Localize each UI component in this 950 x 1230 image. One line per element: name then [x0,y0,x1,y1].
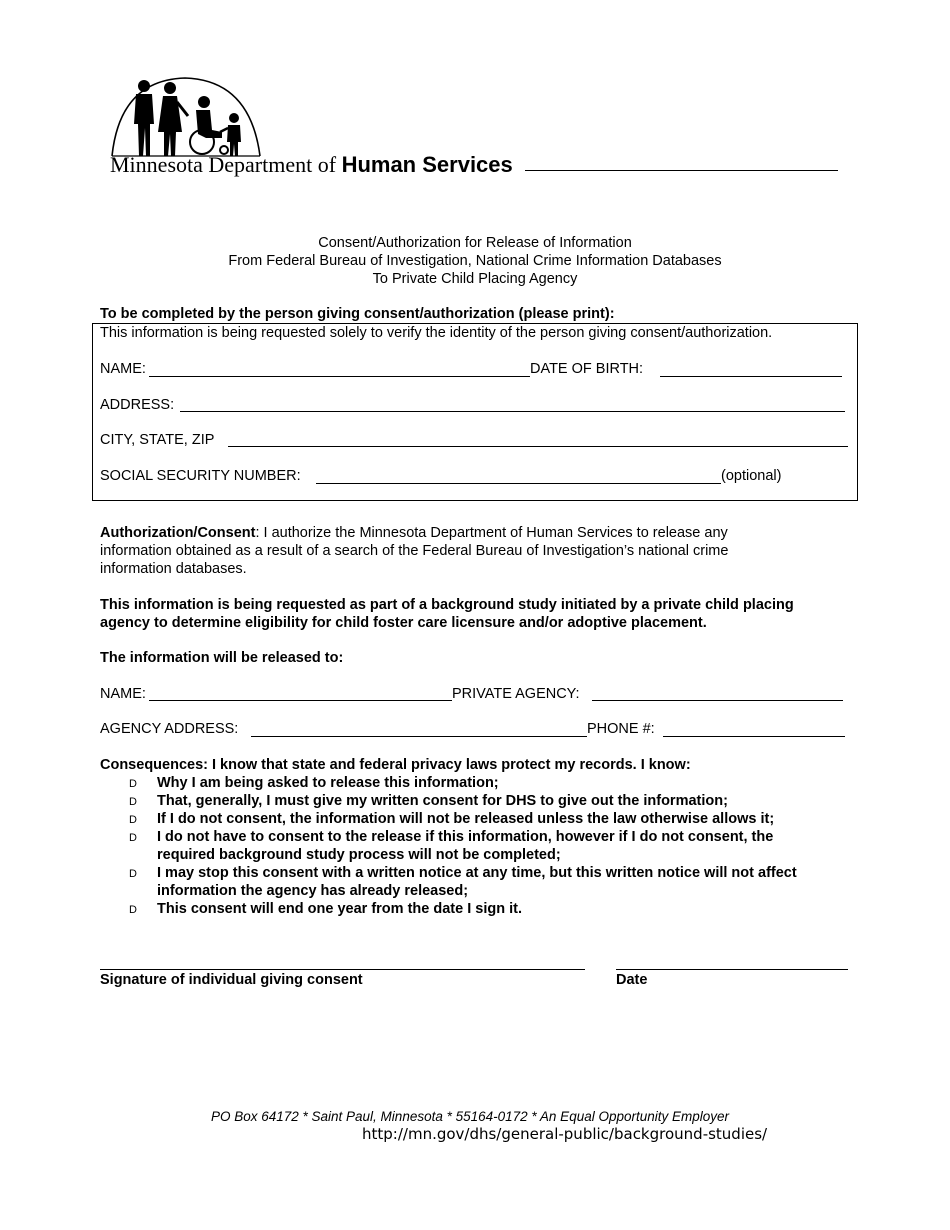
section1-intro: This information is being requested solely to verify the identity of the person giving consent/authorization. [100,325,773,341]
list-item: I may stop this consent with a written notice at any time, but this written notice will not affect [157,865,797,881]
dob-label: DATE OF BIRTH: [530,361,644,377]
ssn-optional-note: (optional) [721,468,782,484]
authorization-label: Authorization/Consent [100,525,256,541]
date-field[interactable] [616,969,848,970]
address-label: ADDRESS: [100,397,175,413]
city-state-zip-label: CITY, STATE, ZIP [100,432,215,448]
header-rule [525,170,838,171]
dhs-logo-icon [110,76,262,158]
bullet-marker: D [129,904,137,916]
authorization-line-2: information obtained as a result of a search of the Federal Bureau of Investigation’s national crime [100,543,729,559]
purpose-line-1: This information is being requested as part of a background study initiated by a private child placing [100,597,794,613]
bullet-marker: D [129,814,137,826]
authorization-line-1 [100,524,728,542]
ssn-field[interactable] [316,483,721,484]
agency-address-field[interactable] [251,736,587,737]
purpose-line-2: agency to determine eligibility for child foster care licensure and/or adoptive placement. [100,615,707,631]
dob-field[interactable] [660,376,842,377]
release-heading: The information will be released to: [100,650,344,666]
release-name-label: NAME: [100,686,146,702]
bullet-marker: D [129,796,137,808]
private-agency-field[interactable] [592,700,843,701]
authorization-text-1: : I authorize the Minnesota Department of Human Services to release any [255,525,728,541]
signature-label: Signature of individual giving consent [100,972,363,988]
list-item: Why I am being asked to release this information; [157,775,499,791]
address-field[interactable] [180,411,845,412]
list-item: That, generally, I must give my written consent for DHS to give out the information; [157,793,728,809]
logo-text-bold: Human Services [341,152,513,177]
list-item: I do not have to consent to the release if this information, however if I do not consent, the [157,829,774,845]
title-line-3: To Private Child Placing Agency [372,271,578,287]
consequences-heading: Consequences: I know that state and federal privacy laws protect my records. I know: [100,757,691,773]
list-item: If I do not consent, the information will not be released unless the law otherwise allows it; [157,811,775,827]
footer-url-link[interactable]: http://mn.gov/dhs/general-public/background-studies/ [362,1125,768,1143]
list-item-continued: information the agency has already released; [157,883,469,899]
city-state-zip-field[interactable] [228,446,848,447]
bullet-marker: D [129,832,137,844]
footer-address: PO Box 64172 * Saint Paul, Minnesota * 55164-0172 * An Equal Opportunity Employer [210,1109,730,1124]
date-label: Date [616,972,648,988]
ssn-label: SOCIAL SECURITY NUMBER: [100,468,301,484]
private-agency-label: PRIVATE AGENCY: [452,686,580,702]
list-item-continued: required background study process will not be completed; [157,847,561,863]
title-line-1: Consent/Authorization for Release of Information [318,235,632,251]
logo-text-regular: Minnesota Department of [110,152,342,177]
release-name-field[interactable] [149,700,452,701]
bullet-marker: D [129,778,137,790]
phone-label: PHONE #: [587,721,655,737]
name-field[interactable] [149,376,530,377]
phone-field[interactable] [663,736,845,737]
list-item: This consent will end one year from the date I sign it. [157,901,522,917]
signature-field[interactable] [100,969,585,970]
title-line-2: From Federal Bureau of Investigation, National Crime Information Databases [228,253,722,269]
authorization-line-3: information databases. [100,561,247,577]
agency-address-label: AGENCY ADDRESS: [100,721,239,737]
logo-wordmark [110,152,513,178]
bullet-marker: D [129,868,137,880]
section1-heading: To be completed by the person giving consent/authorization (please print): [100,306,615,322]
name-label: NAME: [100,361,146,377]
